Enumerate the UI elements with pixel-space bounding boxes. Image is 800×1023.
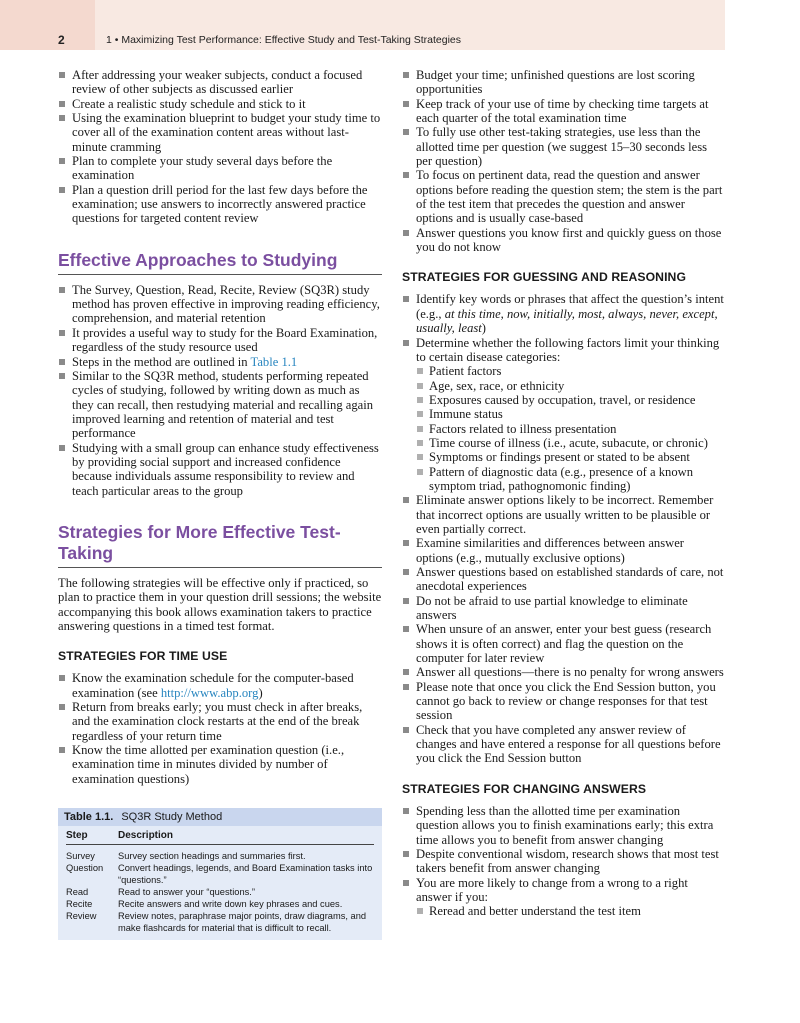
item-text: ): [258, 685, 263, 700]
sub-list-item: Immune status: [416, 407, 724, 421]
sub-list-item: Symptoms or findings present or stated to be absent: [416, 450, 724, 464]
sub-list-item: Factors related to illness presentation: [416, 422, 724, 436]
list-item: [402, 226, 724, 255]
list-item: [402, 876, 724, 919]
description-cell: Recite answers and write down key phrases and cues.: [118, 899, 343, 910]
item-text: Spending less than the allotted time per examination question allows you to finish examinations early; this extra time allows you to benefit from answer changing: [416, 803, 714, 847]
list-item: [402, 622, 724, 665]
table-row: [66, 886, 374, 898]
column-header-step: Step: [66, 830, 88, 842]
item-text: Despite conventional wisdom, research shows that most test takers benefit from answer changing: [416, 846, 719, 876]
list-item: [402, 804, 724, 847]
item-text: Plan to complete your study several days before the examination: [72, 154, 333, 183]
table-caption: [58, 808, 382, 826]
item-text: Do not be afraid to use partial knowledge to eliminate answers: [416, 593, 688, 623]
list-item: [402, 665, 724, 679]
bullet-list: [402, 68, 724, 254]
list-item: [58, 111, 382, 154]
sub-list-item: Pattern of diagnostic data (e.g., presence of a known symptom triad, pathognomonic finding): [416, 465, 724, 494]
running-header: [0, 0, 725, 50]
page-number: 2: [58, 33, 65, 47]
description-cell: Review notes, paraphrase major points, draw diagrams, and make flashcards for material that is difficult to recall.: [118, 911, 367, 934]
list-item: [402, 493, 724, 536]
list-item: [402, 847, 724, 876]
item-text: Please note that once you click the End Session button, you cannot go back to review or change responses for that test session: [416, 679, 716, 723]
bullet-list: [402, 804, 724, 919]
item-text: Using the examination blueprint to budget your study time to cover all of the examination content areas without last-minute cramming: [72, 111, 381, 154]
table-row: [66, 910, 374, 934]
item-text: ): [481, 321, 486, 336]
table-title: SQ3R Study Method: [121, 811, 223, 824]
sub-list-item: Age, sex, race, or ethnicity: [416, 379, 724, 393]
list-item: [402, 680, 724, 723]
item-text: Answer all questions—there is no penalty for wrong answers: [416, 665, 724, 680]
list-item: [58, 743, 382, 786]
running-title: 1 • Maximizing Test Performance: Effective Study and Test-Taking Strategies: [106, 34, 462, 46]
list-item: [58, 700, 382, 743]
list-item: [402, 723, 724, 766]
table-label: Table 1.1.: [64, 811, 114, 824]
item-text: Studying with a small group can enhance study effectiveness by providing social support and increased confidence because individuals assume responsibility to review and teach particular areas to the group: [72, 440, 379, 498]
list-item: [58, 326, 382, 355]
link[interactable]: http://www.abp.org: [160, 685, 259, 700]
list-item: [402, 594, 724, 623]
list-item: [58, 355, 382, 369]
list-item: [402, 68, 724, 97]
list-item: [58, 671, 382, 700]
step-cell: Recite: [66, 899, 93, 910]
step-cell: Survey: [66, 851, 95, 862]
item-text: at this time, now, initially, most, always, never, except, usually, least: [416, 306, 718, 336]
list-item: [402, 125, 724, 168]
list-item: [402, 336, 724, 494]
item-text: Return from breaks early; you must check in after breaks, and the examination clock restarts at the end of the break regardless of your return time: [72, 700, 363, 743]
item-text: To focus on pertinent data, read the question and answer options before reading the question stem; the stem is the part of the test item that precedes the question and answer options and is usually case-based: [416, 168, 723, 226]
item-text: Check that you have completed any answer review of changes and have entered a response for all questions before you click the End Session button: [416, 722, 721, 766]
subsection-heading: STRATEGIES FOR CHANGING ANSWERS: [402, 781, 647, 796]
sub-list-item: Exposures caused by occupation, travel, or residence: [416, 393, 724, 407]
right-column: [402, 68, 724, 919]
sub-list-item: Time course of illness (i.e., acute, subacute, or chronic): [416, 436, 724, 450]
bullet-list: [58, 671, 382, 786]
bullet-list: [58, 283, 382, 498]
item-text: Keep track of your use of time by checking time targets at each quarter of the total examination time: [416, 96, 709, 126]
subsection-heading: STRATEGIES FOR TIME USE: [58, 649, 228, 664]
list-item: [58, 68, 382, 97]
item-text: You are more likely to change from a wrong to a right answer if you:: [416, 875, 688, 904]
list-item: [58, 369, 382, 441]
list-item: [58, 441, 382, 498]
list-item: [402, 565, 724, 594]
item-text: Budget your time; unfinished questions are lost scoring opportunities: [416, 68, 695, 97]
list-item: [58, 154, 382, 183]
section-heading: Effective Approaches to Studying: [58, 250, 382, 275]
item-text: Create a realistic study schedule and stick to it: [72, 96, 306, 111]
subsection-heading: STRATEGIES FOR GUESSING AND REASONING: [402, 270, 687, 285]
table-header-row: [66, 830, 374, 845]
item-text: Determine whether the following factors limit your thinking to certain disease categories:: [416, 335, 720, 364]
list-item: [58, 283, 382, 326]
item-text: Plan a question drill period for the last few days before the examination; use answers to incorrectly answered practice questions for targeted content review: [72, 182, 368, 226]
table-row: [66, 850, 374, 862]
sub-bullet-list: [416, 364, 724, 493]
sub-bullet-list: [416, 904, 724, 918]
left-column: [58, 68, 382, 940]
description-cell: Read to answer your “questions.”: [118, 887, 255, 898]
list-item: [402, 292, 724, 335]
paragraph: The following strategies will be effective only if practiced, so plan to practice them in your question drill sessions; the website accompanying this book allows examination takers to practice answering questions in a timed test format.: [58, 575, 382, 633]
item-text: The Survey, Question, Read, Recite, Review (SQ3R) study method has proven effective in improving reading efficiency, comprehension, and material retention: [72, 282, 380, 326]
item-text: Know the time allotted per examination question (i.e., examination time in minutes divided by number of examination questions): [72, 743, 345, 786]
list-item: [58, 183, 382, 226]
description-cell: Survey section headings and summaries first.: [118, 851, 306, 862]
item-text: Answer questions you know first and quickly guess on those you do not know: [416, 225, 722, 255]
item-text: Similar to the SQ3R method, students performing repeated cycles of studying, followed by writing down as much as they can recall, then restudying material and recalling again improved learning and retention of material and test performance: [72, 368, 374, 441]
link[interactable]: Table 1.1: [250, 354, 298, 369]
item-text: Know the examination schedule for the computer-based examination (see: [72, 671, 354, 700]
page-number-block: [0, 0, 95, 50]
item-text: Examine similarities and differences between answer options (e.g., mutually exclusive options): [416, 536, 684, 565]
step-cell: Read: [66, 887, 89, 898]
bullet-list: [402, 292, 724, 765]
step-cell: Review: [66, 911, 97, 922]
description-cell: Convert headings, legends, and Board Examination tasks into “questions.”: [118, 863, 373, 886]
section-heading: Strategies for More Effective Test-Taking: [58, 522, 382, 568]
item-text: When unsure of an answer, enter your best guess (research shows it is often correct) and flag the question on the computer for later review: [416, 622, 712, 666]
sub-list-item: Reread and better understand the test item: [416, 904, 724, 918]
item-text: Answer questions based on established standards of care, not anecdotal experiences: [416, 565, 724, 594]
table-row: [66, 862, 374, 886]
item-text: Eliminate answer options likely to be incorrect. Remember that incorrect options are usually written to be plausible or even partially correct.: [416, 493, 714, 536]
table-row: [66, 898, 374, 910]
column-header-description: Description: [118, 830, 174, 842]
item-text: It provides a useful way to study for the Board Examination, regardless of the study resource used: [72, 325, 378, 355]
list-item: [402, 97, 724, 126]
sub-list-item: Patient factors: [416, 364, 724, 378]
item-text: Steps in the method are outlined in: [72, 354, 251, 369]
item-text: To fully use other test-taking strategies, use less than the allotted time per question (we suggest 15–30 seconds less per question): [416, 125, 708, 169]
list-item: [402, 168, 724, 225]
item-text: Identify key words or phrases that affect the question’s intent (e.g.,: [416, 292, 724, 321]
step-cell: Question: [66, 863, 104, 874]
list-item: [402, 536, 724, 565]
bullet-list: [58, 68, 382, 226]
list-item: [58, 97, 382, 111]
sq3r-table: [58, 808, 382, 940]
item-text: After addressing your weaker subjects, conduct a focused review of other subjects as discussed earlier: [72, 68, 363, 97]
